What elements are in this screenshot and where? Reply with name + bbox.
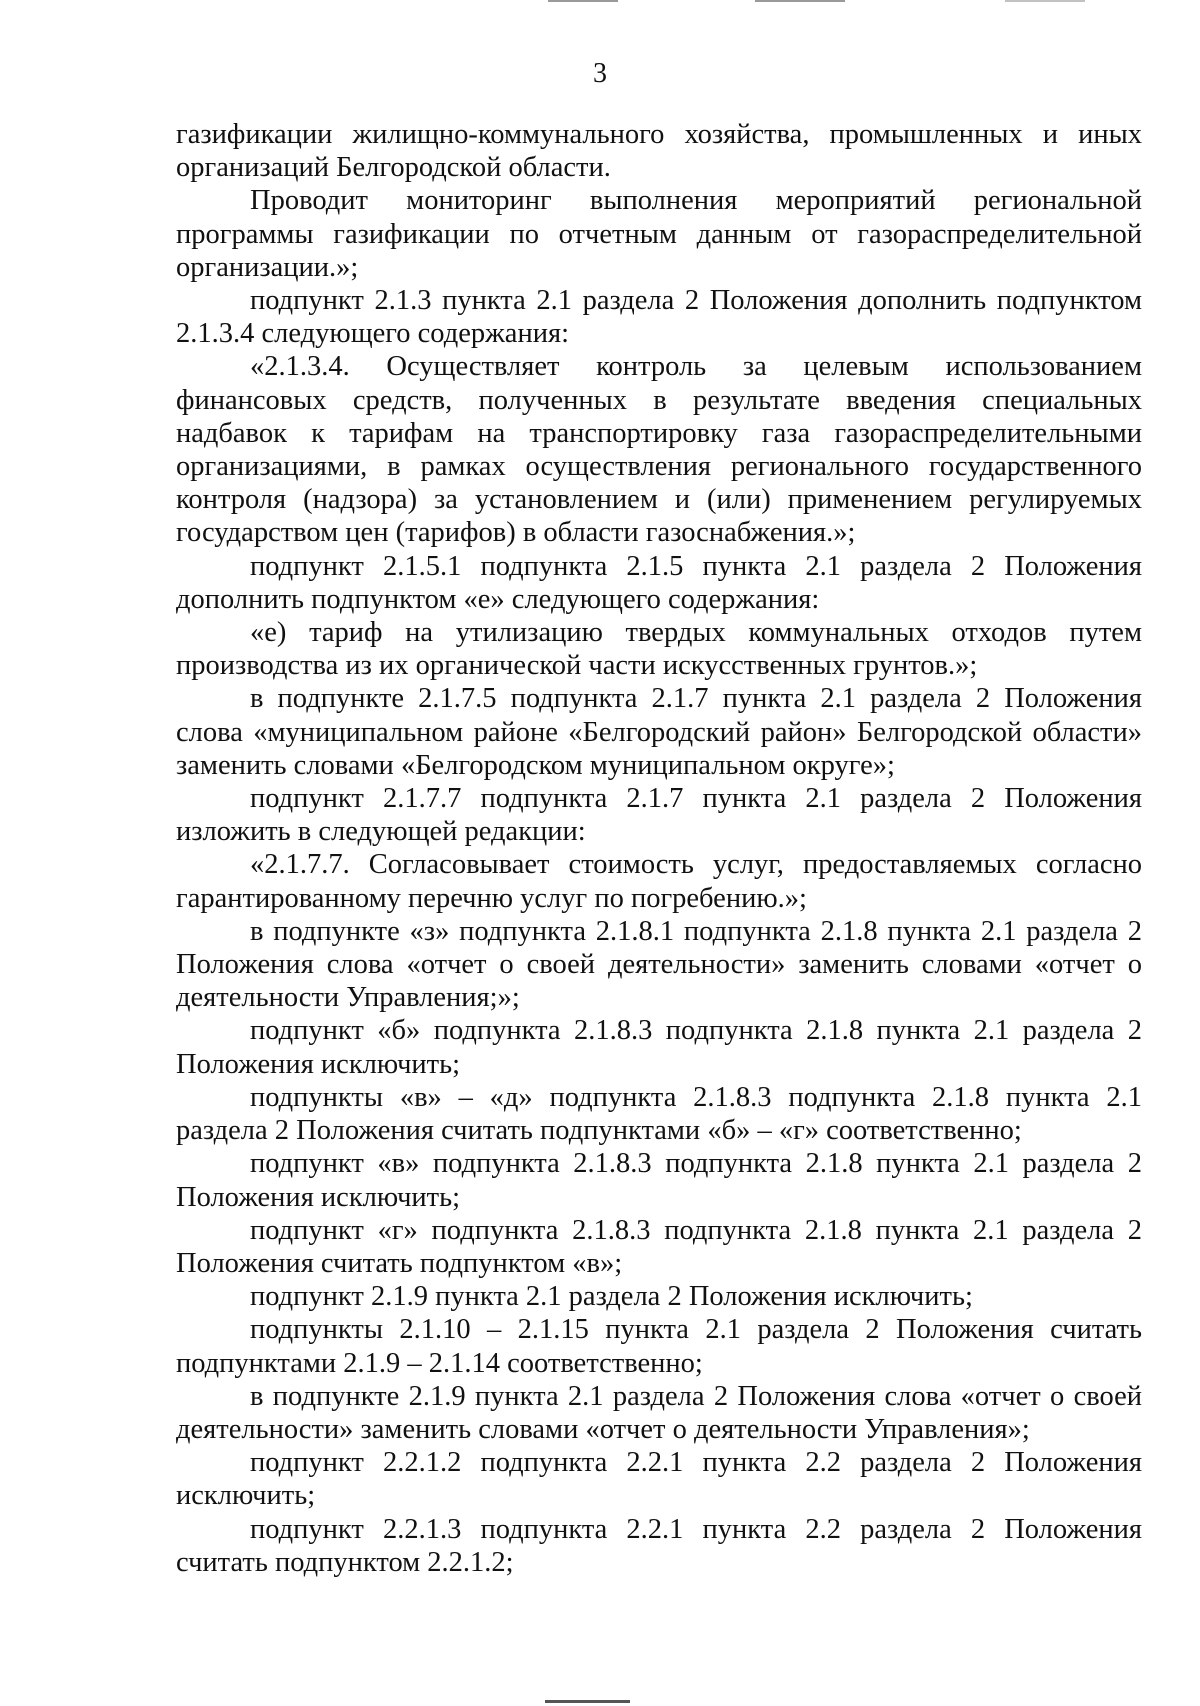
scan-artifact-line bbox=[545, 1700, 630, 1703]
paragraph: Проводит мониторинг выполнения мероприятий региональной программы газификации по отчетным данным от газораспределительной организации.»; bbox=[176, 185, 1142, 283]
paragraph: подпункт 2.1.9 пункта 2.1 раздела 2 Положения исключить; bbox=[250, 1281, 973, 1313]
scan-artifact-line bbox=[755, 0, 845, 2]
scan-artifact-line bbox=[1005, 0, 1085, 2]
paragraph: подпункты «в» – «д» подпункта 2.1.8.3 подпункта 2.1.8 пункта 2.1 раздела 2 Положения считать подпунктами «б» – «г» соответственно; bbox=[176, 1081, 1142, 1147]
paragraph: подпункт «б» подпункта 2.1.8.3 подпункта 2.1.8 пункта 2.1 раздела 2 Положения исключить; bbox=[176, 1015, 1142, 1080]
paragraph: «2.1.3.4. Осуществляет контроль за целевым использованием финансовых средств, полученных в результате введения специальных надбавок к тарифам на транспортировку газа газораспределительными организациями, в рамках осуществления регионального государственного контроля (надзора) за установлением и (или) применением регулируемых государством цен (тарифов) в области газоснабжения.»; bbox=[176, 351, 1142, 549]
paragraph: подпункт 2.1.3 пункта 2.1 раздела 2 Положения дополнить подпунктом 2.1.3.4 следующего содержания: bbox=[176, 285, 1142, 350]
paragraph: газификации жилищно-коммунального хозяйства, промышленных и иных организаций Белгородской области. bbox=[176, 119, 1142, 184]
paragraph: подпункт 2.1.7.7 подпункта 2.1.7 пункта 2.1 раздела 2 Положения изложить в следующей редакции: bbox=[176, 783, 1142, 848]
document-body bbox=[176, 118, 1142, 1579]
paragraph: подпункт 2.2.1.3 подпункта 2.2.1 пункта 2.2 раздела 2 Положения считать подпунктом 2.2.1.2; bbox=[176, 1513, 1142, 1578]
paragraph: в подпункте 2.1.9 пункта 2.1 раздела 2 Положения слова «отчет о своей деятельности» заменить словами «отчет о деятельности Управления»; bbox=[176, 1380, 1142, 1445]
paragraph: в подпункте «з» подпункта 2.1.8.1 подпункта 2.1.8 пункта 2.1 раздела 2 Положения слова «отчет о своей деятельности» заменить словами «отчет о деятельности Управления;»; bbox=[176, 915, 1142, 1014]
paragraph: подпункты 2.1.10 – 2.1.15 пункта 2.1 раздела 2 Положения считать подпунктами 2.1.9 – 2.1.14 соответственно; bbox=[176, 1314, 1142, 1379]
paragraph: подпункт «г» подпункта 2.1.8.3 подпункта 2.1.8 пункта 2.1 раздела 2 Положения считать подпунктом «в»; bbox=[176, 1214, 1142, 1279]
paragraph: в подпункте 2.1.7.5 подпункта 2.1.7 пункта 2.1 раздела 2 Положения слова «муниципальном районе «Белгородский район» Белгородской области» заменить словами «Белгородском муниципальном округе»; bbox=[176, 683, 1142, 781]
paragraph: подпункт 2.1.5.1 подпункта 2.1.5 пункта 2.1 раздела 2 Положения дополнить подпунктом «е» следующего содержания: bbox=[176, 550, 1142, 615]
paragraph: подпункт 2.2.1.2 подпункта 2.2.1 пункта 2.2 раздела 2 Положения исключить; bbox=[176, 1447, 1142, 1512]
paragraph: «2.1.7.7. Согласовывает стоимость услуг, предоставляемых согласно гарантированному перечню услуг по погребению.»; bbox=[176, 849, 1142, 914]
scan-artifact-line bbox=[548, 0, 618, 2]
paragraph: подпункт «в» подпункта 2.1.8.3 подпункта 2.1.8 пункта 2.1 раздела 2 Положения исключить; bbox=[176, 1148, 1142, 1213]
page-number: 3 bbox=[593, 58, 607, 89]
paragraph: «е) тариф на утилизацию твердых коммунальных отходов путем производства из их органической части искусственных грунтов.»; bbox=[176, 617, 1142, 682]
